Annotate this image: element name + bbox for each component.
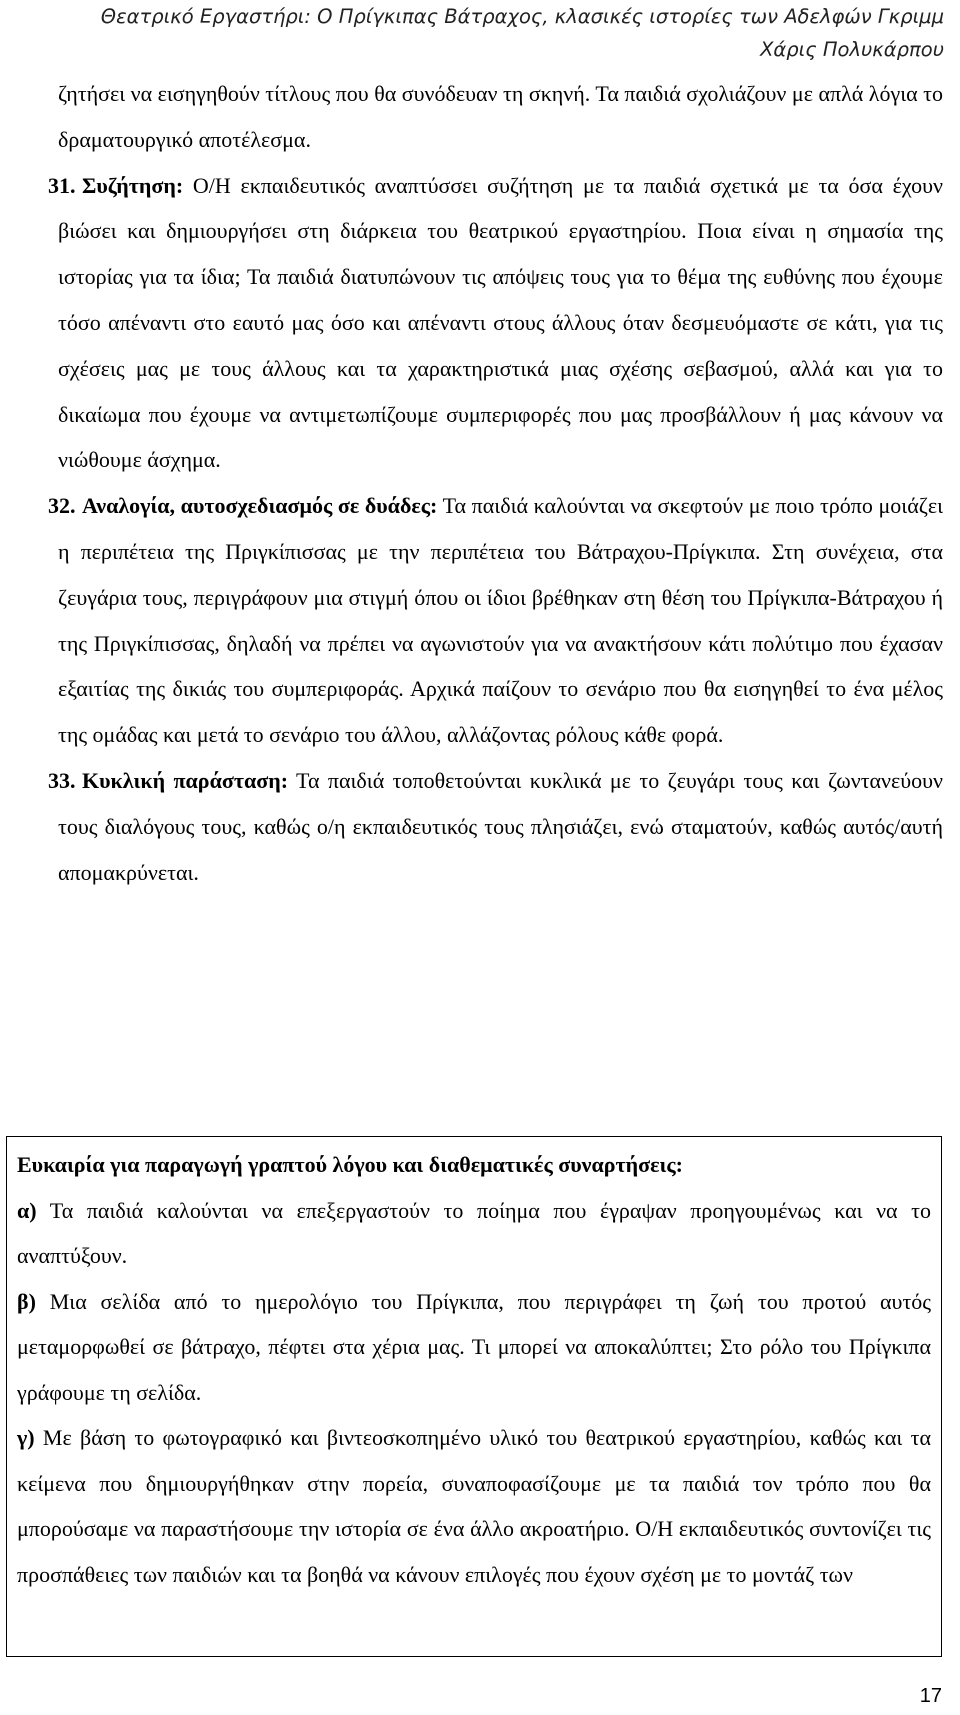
box-item-label: α) bbox=[17, 1197, 37, 1223]
item-number: 31. bbox=[48, 172, 76, 198]
item-number: 33. bbox=[48, 767, 76, 793]
box-item-b bbox=[17, 1279, 931, 1416]
document-body bbox=[48, 71, 943, 895]
item-title: Αναλογία, αυτοσχεδιασμός σε δυάδες: bbox=[82, 493, 438, 519]
list-item-32 bbox=[48, 483, 943, 758]
page-number: 17 bbox=[919, 1685, 942, 1707]
writing-activities-box bbox=[6, 1136, 942, 1657]
box-item-text: Τα παιδιά καλούνται να επεξεργαστούν το ποίημα που έγραψαν προηγουμένως και να το αναπτύξουν. bbox=[17, 1197, 931, 1268]
page-header bbox=[44, 0, 944, 66]
item-text: Ο/Η εκπαιδευτικός αναπτύσσει συζήτηση με τα παιδιά σχετικά με τα όσα έχουν βιώσει και δημιουργήσει στη διάρκεια του θεατρικού εργαστηρίου. Ποια είναι η σημασία της ιστορίας για τα ίδια; Τα παιδιά διατυπώνουν τις απόψεις τους για το θέμα της ευθύνης που έχουμε τόσο απέναντι στο εαυτό μας όσο και απέναντι στους άλλους όταν δεσμευόμαστε σε κάτι, για τις σχέσεις μας με τους άλλους και τα χαρακτηριστικά μιας σχέσης σεβασμού, αλλά και για το δικαίωμα που έχουμε να αντιμετωπίζουμε συμπεριφορές που μας προσβάλλουν ή μας κάνουν να νιώθουμε άσχημα. bbox=[58, 172, 943, 473]
box-title: Ευκαιρία για παραγωγή γραπτού λόγου και διαθεματικές συναρτήσεις: bbox=[17, 1152, 683, 1177]
list-item-33 bbox=[48, 758, 943, 895]
item-text: Τα παιδιά τοποθετούνται κυκλικά με το ζευγάρι τους και ζωντανεύουν τους διαλόγους τους, καθώς ο/η εκπαιδευτικός τους πλησιάζει, ενώ σταματούν, καθώς αυτός/αυτή απομακρύνεται. bbox=[58, 767, 943, 885]
header-author: Χάρις Πολυκάρπου bbox=[760, 38, 944, 61]
box-item-c bbox=[17, 1415, 931, 1597]
item-title: Κυκλική παράσταση: bbox=[82, 767, 289, 793]
box-item-a bbox=[17, 1188, 931, 1279]
box-item-label: γ) bbox=[17, 1425, 35, 1450]
intro-paragraph: ζητήσει να εισηγηθούν τίτλους που θα συνόδευαν τη σκηνή. Τα παιδιά σχολιάζουν με απλά λόγια το δραματουργικό αποτέλεσμα. bbox=[58, 81, 943, 152]
item-number: 32. bbox=[48, 493, 76, 519]
item-text: Τα παιδιά καλούνται να σκεφτούν με ποιο τρόπο μοιάζει η περιπέτεια της Πριγκίπισσας με την περιπέτεια του Βάτραχου-Πρίγκιπα. Στη συνέχεια, στα ζευγάρια τους, περιγράφουν μια στιγμή όπου οι ίδιοι βρέθηκαν στη θέση του Πρίγκιπα-Βάτραχου ή της Πριγκίπισσας, δηλαδή να πρέπει να αγωνιστούν για να ανακτήσουν κάτι πολύτιμο που έχασαν εξαιτίας της δικιάς του συμπεριφοράς. Αρχικά παίζουν το σενάριο που θα εισηγηθεί το ένα μέλος της ομάδας και μετά το σενάριο του άλλου, αλλάζοντας ρόλους κάθε φορά. bbox=[58, 493, 943, 748]
box-item-text: Με βάση το φωτογραφικό και βιντεοσκοπημένο υλικό του θεατρικού εργαστηρίου, καθώς και τα κείμενα που δημιουργήθηκαν στην πορεία, συναποφασίζουμε με τα παιδιά τον τρόπο που θα μπορούσαμε να παραστήσουμε την ιστορία σε ένα άλλο ακροατήριο. Ο/Η εκπαιδευτικός συντονίζει τις προσπάθειες των παιδιών και τα βοηθά να κάνουν επιλογές που έχουν σχέση με το μοντάζ των bbox=[17, 1425, 931, 1587]
item-title: Συζήτηση: bbox=[82, 172, 184, 198]
box-item-label: β) bbox=[17, 1288, 36, 1314]
list-item-31 bbox=[48, 163, 943, 484]
box-item-text: Μια σελίδα από το ημερολόγιο του Πρίγκιπα, που περιγράφει τη ζωή του προτού αυτός μεταμορφωθεί σε βάτραχο, πέφτει στα χέρια μας. Τι μπορεί να αποκαλύπτει; Στο ρόλο του Πρίγκιπα γράφουμε τη σελίδα. bbox=[17, 1288, 931, 1405]
header-title: Θεατρικό Εργαστήρι: Ο Πρίγκιπας Βάτραχος, κλασικές ιστορίες των Αδελφών Γκριμμ bbox=[100, 5, 944, 28]
